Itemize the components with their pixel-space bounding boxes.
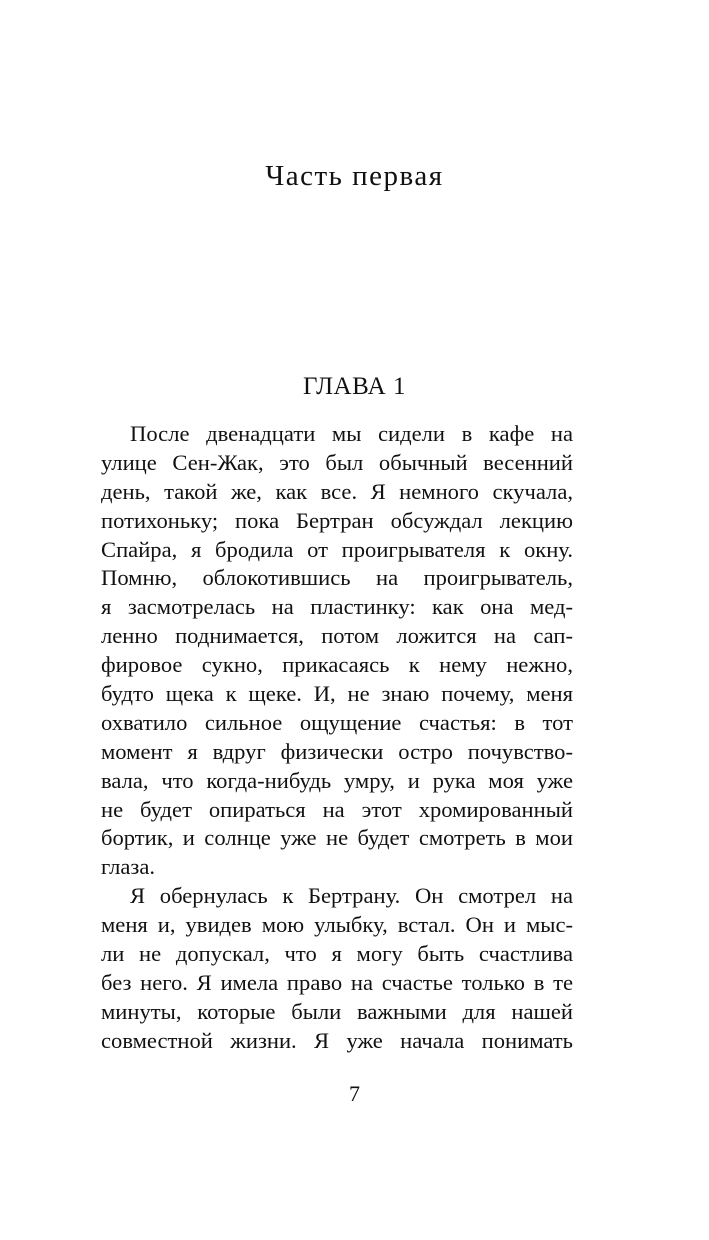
text-line: вала, что когда-нибудь умру, и рука моя уже [101, 767, 573, 793]
text-line: минуты, которые были важными для нашей [101, 998, 573, 1024]
text-line: бортик, и солнце уже не будет смотреть в мои [101, 825, 573, 851]
text-line: Помню, облокотившись на проигрыватель, [101, 565, 573, 591]
text-line: я засмотрелась на пластинку: как она мед- [101, 594, 573, 620]
text-line: Я обернулась к Бертрану. Он смотрел на [130, 883, 573, 909]
text-line: меня и, увидев мою улыбку, встал. Он и мыс- [101, 912, 573, 938]
text-line: не будет опираться на этот хромированный [101, 796, 573, 822]
text-line: ли не допускал, что я могу быть счастлива [101, 941, 573, 967]
text-line: будто щека к щеке. И, не знаю почему, меня [101, 681, 573, 707]
text-line: день, такой же, как все. Я немного скучала, [101, 478, 573, 504]
text-line: глаза. [101, 854, 156, 880]
text-line: охватило сильное ощущение счастья: в тот [101, 709, 573, 735]
text-line: фировое сукно, прикасаясь к нему нежно, [101, 652, 573, 678]
page-number: 7 [349, 1081, 360, 1106]
text-line: без него. Я имела право на счастье только в те [101, 969, 573, 995]
part-title: Часть первая [265, 160, 444, 192]
body-text [101, 420, 573, 1056]
chapter-title: ГЛАВА 1 [303, 373, 406, 400]
text-line: Спайра, я бродила от проигрывателя к окну. [101, 536, 573, 562]
text-line: совместной жизни. Я уже начала понимать [101, 1027, 573, 1053]
text-line: потихоньку; пока Бертран обсуждал лекцию [101, 507, 573, 533]
text-line: После двенадцати мы сидели в кафе на [130, 421, 573, 446]
text-line: улице Сен-Жак, это был обычный весенний [101, 449, 573, 475]
text-line: момент я вдруг физически остро почувство- [101, 738, 573, 764]
text-line: ленно поднимается, потом ложится на сап- [101, 623, 573, 649]
